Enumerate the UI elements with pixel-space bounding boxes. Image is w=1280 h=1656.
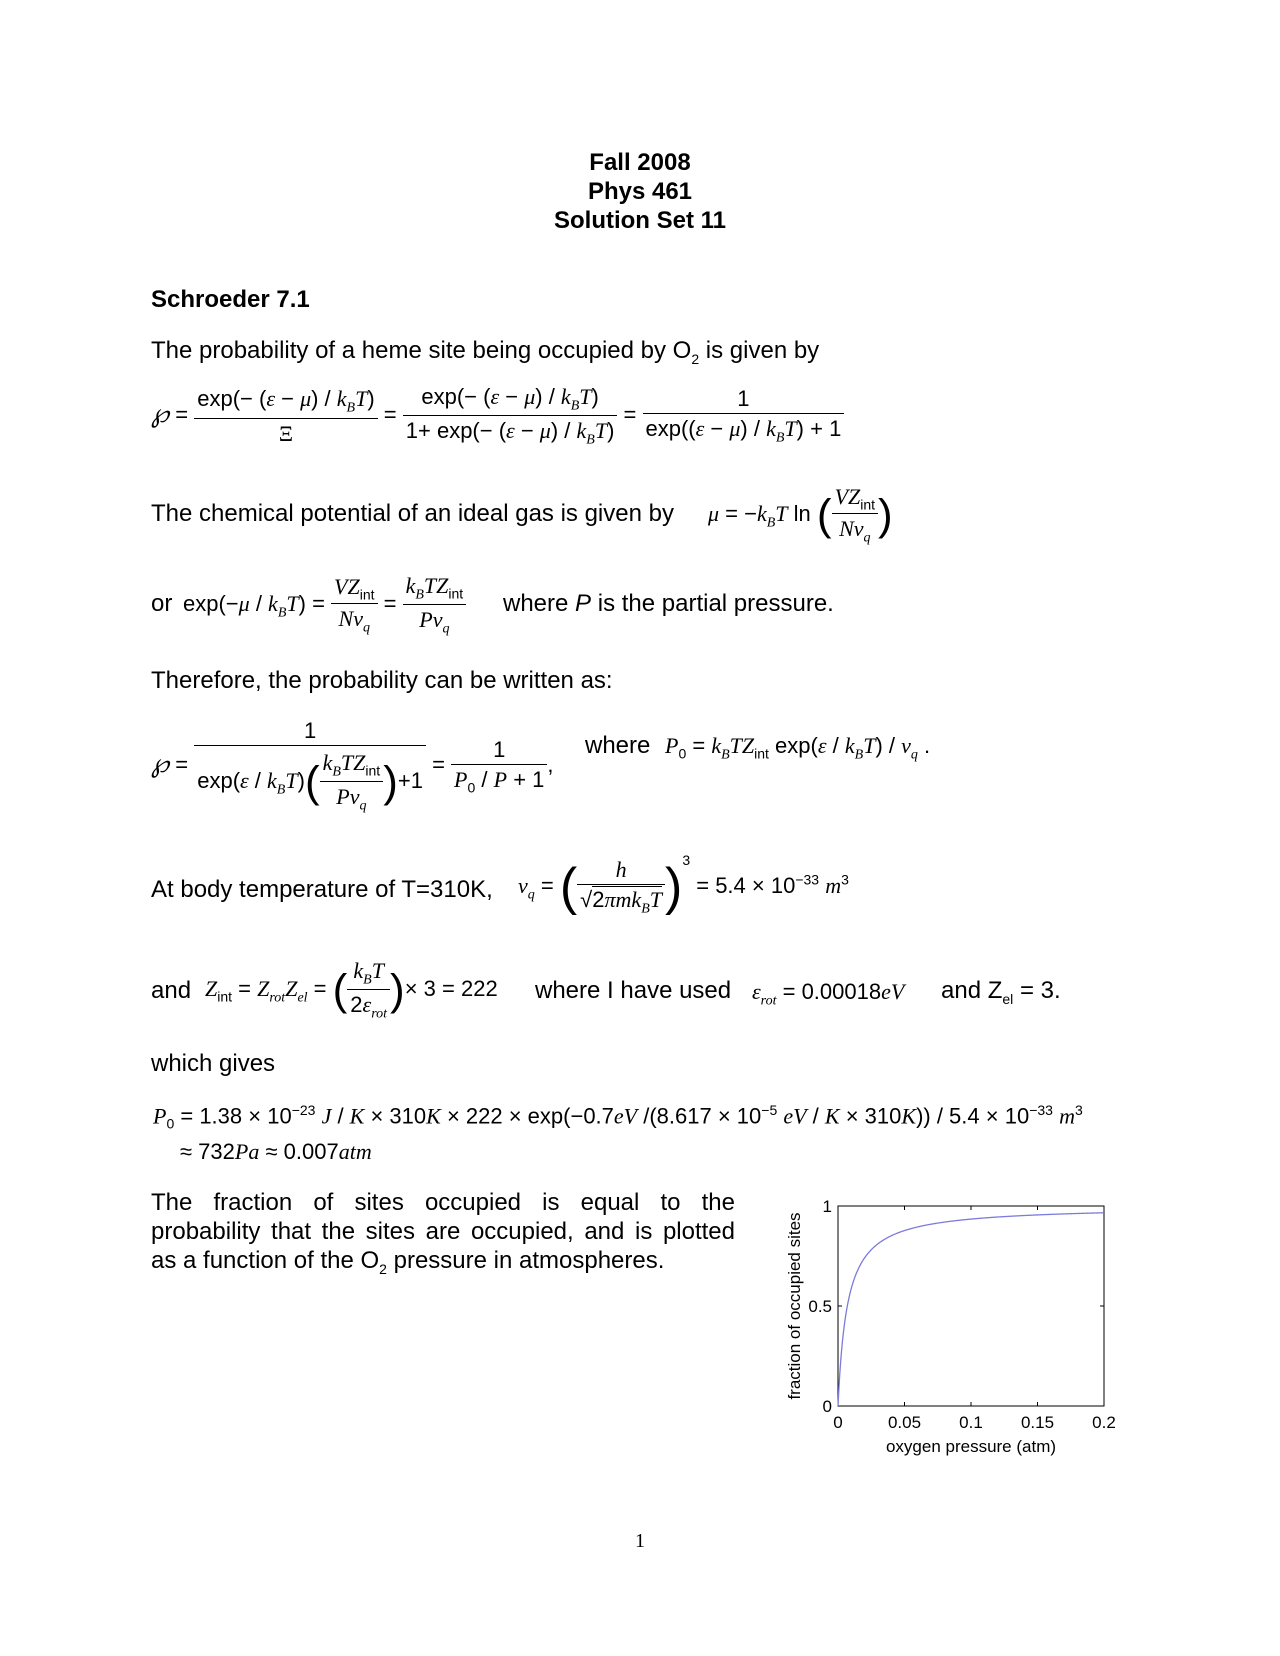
equation-p0-definition: $P_0 = k_BTZ_{int}$ $\exp(\varepsilon / k_BT) / v_q$ . (665, 733, 931, 763)
x-tick-label: 0.1 (959, 1413, 983, 1432)
paragraph-probability-text: The probability of a heme site being occupied by O (151, 337, 692, 364)
paragraph-which-gives: which gives (151, 1050, 276, 1077)
word-where-used: where I have used (535, 977, 732, 1004)
series-line (838, 1213, 1104, 1406)
equation-probability-rewritten: ℘ = 1 $\exp(\varepsilon / k_BT)$( $\frac{k_BTZ_{int}}{Pv_q}$ )+1 = $\frac{1}{P_0 / P + 1}$ , (151, 718, 554, 814)
word-or: or (151, 590, 173, 617)
equation-chemical-potential: $\mu = -k_BT$ ln ( $\frac{VZ_{int}}{Nv_q}$ ) (708, 484, 893, 546)
header-course: Phys 461 (587, 178, 693, 205)
zel-equals: = 3. (1013, 977, 1061, 1004)
partial-pressure-note-tail: is the partial pressure. (591, 590, 834, 617)
paragraph-probability (151, 337, 819, 367)
header-solution-set: Solution Set 11 (553, 207, 727, 234)
plot-frame (838, 1206, 1104, 1406)
paragraph-chemical-potential: The chemical potential of an ideal gas is given by (151, 500, 674, 527)
x-axis-label: oxygen pressure (atm) (885, 1437, 1057, 1456)
y-tick-label: 1 (822, 1197, 832, 1216)
x-tick-label: 0.15 (1020, 1413, 1055, 1432)
section-title: Schroeder 7.1 (151, 286, 310, 313)
partial-pressure-note-where: where (503, 590, 576, 617)
paragraph-probability-tail: is given by (699, 337, 820, 364)
occupancy-chart (770, 1190, 1130, 1470)
x-tick-label: 0.2 (1092, 1413, 1116, 1432)
equation-internal-partition: $Z_{int} = Z_{rot}Z_{el}$ = ( $\frac{k_BT}{2\varepsilon_{rot}}$ )× 3 = 222 (205, 958, 498, 1022)
y-axis-label: fraction of occupied sites (785, 1212, 804, 1400)
paragraph-fraction-occupied (151, 1188, 735, 1284)
y-tick-label: 0 (822, 1397, 832, 1416)
o2-subscript: 2 (691, 350, 700, 367)
x-tick-label: 0 (833, 1413, 843, 1432)
o2-subscript-2: 2 (379, 1260, 387, 1277)
word-and: and (151, 977, 192, 1004)
page-number: 1 (635, 1530, 645, 1552)
paragraph-therefore: Therefore, the probability can be written as: (151, 667, 613, 694)
zel-text: and Z (941, 977, 1003, 1004)
x-tick-label: 0.05 (887, 1413, 922, 1432)
equation-epsilon-rot: $\varepsilon_{rot} = 0.00018eV$ (752, 979, 905, 1009)
equation-p0-result: ≈ 732Pa ≈ 0.007atm (180, 1139, 372, 1164)
partial-pressure-note (503, 590, 834, 618)
partial-pressure-symbol: P (575, 590, 592, 617)
y-tick-label: 0.5 (808, 1297, 832, 1316)
equation-exp-mu: $\exp(-\mu / k_BT)$ = $\frac{VZ_{int}}{Nv_q}$ = $\frac{k_BTZ_{int}}{Pv_q}$ (183, 573, 466, 638)
word-where-p0: where (585, 732, 651, 759)
zel-value (941, 977, 1061, 1007)
equation-quantum-volume: $v_q$ = ( $\frac{h}{√2\pi mk_BT}$ )$^3 = 5.4 \times 10^{-33}$ $m^3$ (518, 852, 849, 917)
paragraph-fraction-tail: pressure in atmospheres. (386, 1247, 665, 1274)
equation-probability: ℘ = $\frac{\exp(- (\varepsilon - \mu) / k_BT)}{\Xi}$ = $\frac{\exp(- (\varepsilon - \mu) / k_BT)}{1+ \exp(- (\varepsilon - \mu) / k_BT)}$ = $\frac{1}{\exp((\varepsilon - \mu) / k_BT) + 1}$ (151, 384, 844, 449)
equation-p0-numeric: $P_0 = 1.38 \times 10^{-23}$ J / K × 310K × 222 × exp(−0.7eV $/(8.617 \times 10^{-5}$ eV / $K \times 310K)) / 5.4 \times 10^{-33}$ $m^3$ (153, 1102, 1083, 1132)
header-term: Fall 2008 (589, 149, 691, 176)
paragraph-fraction-text: The fraction of sites occupied is equal to the probability that the sites are occupied, and is plotted as a function of the O (151, 1189, 735, 1274)
paragraph-body-temperature: At body temperature of T=310K, (151, 876, 493, 903)
zel-subscript: el (1002, 990, 1014, 1007)
